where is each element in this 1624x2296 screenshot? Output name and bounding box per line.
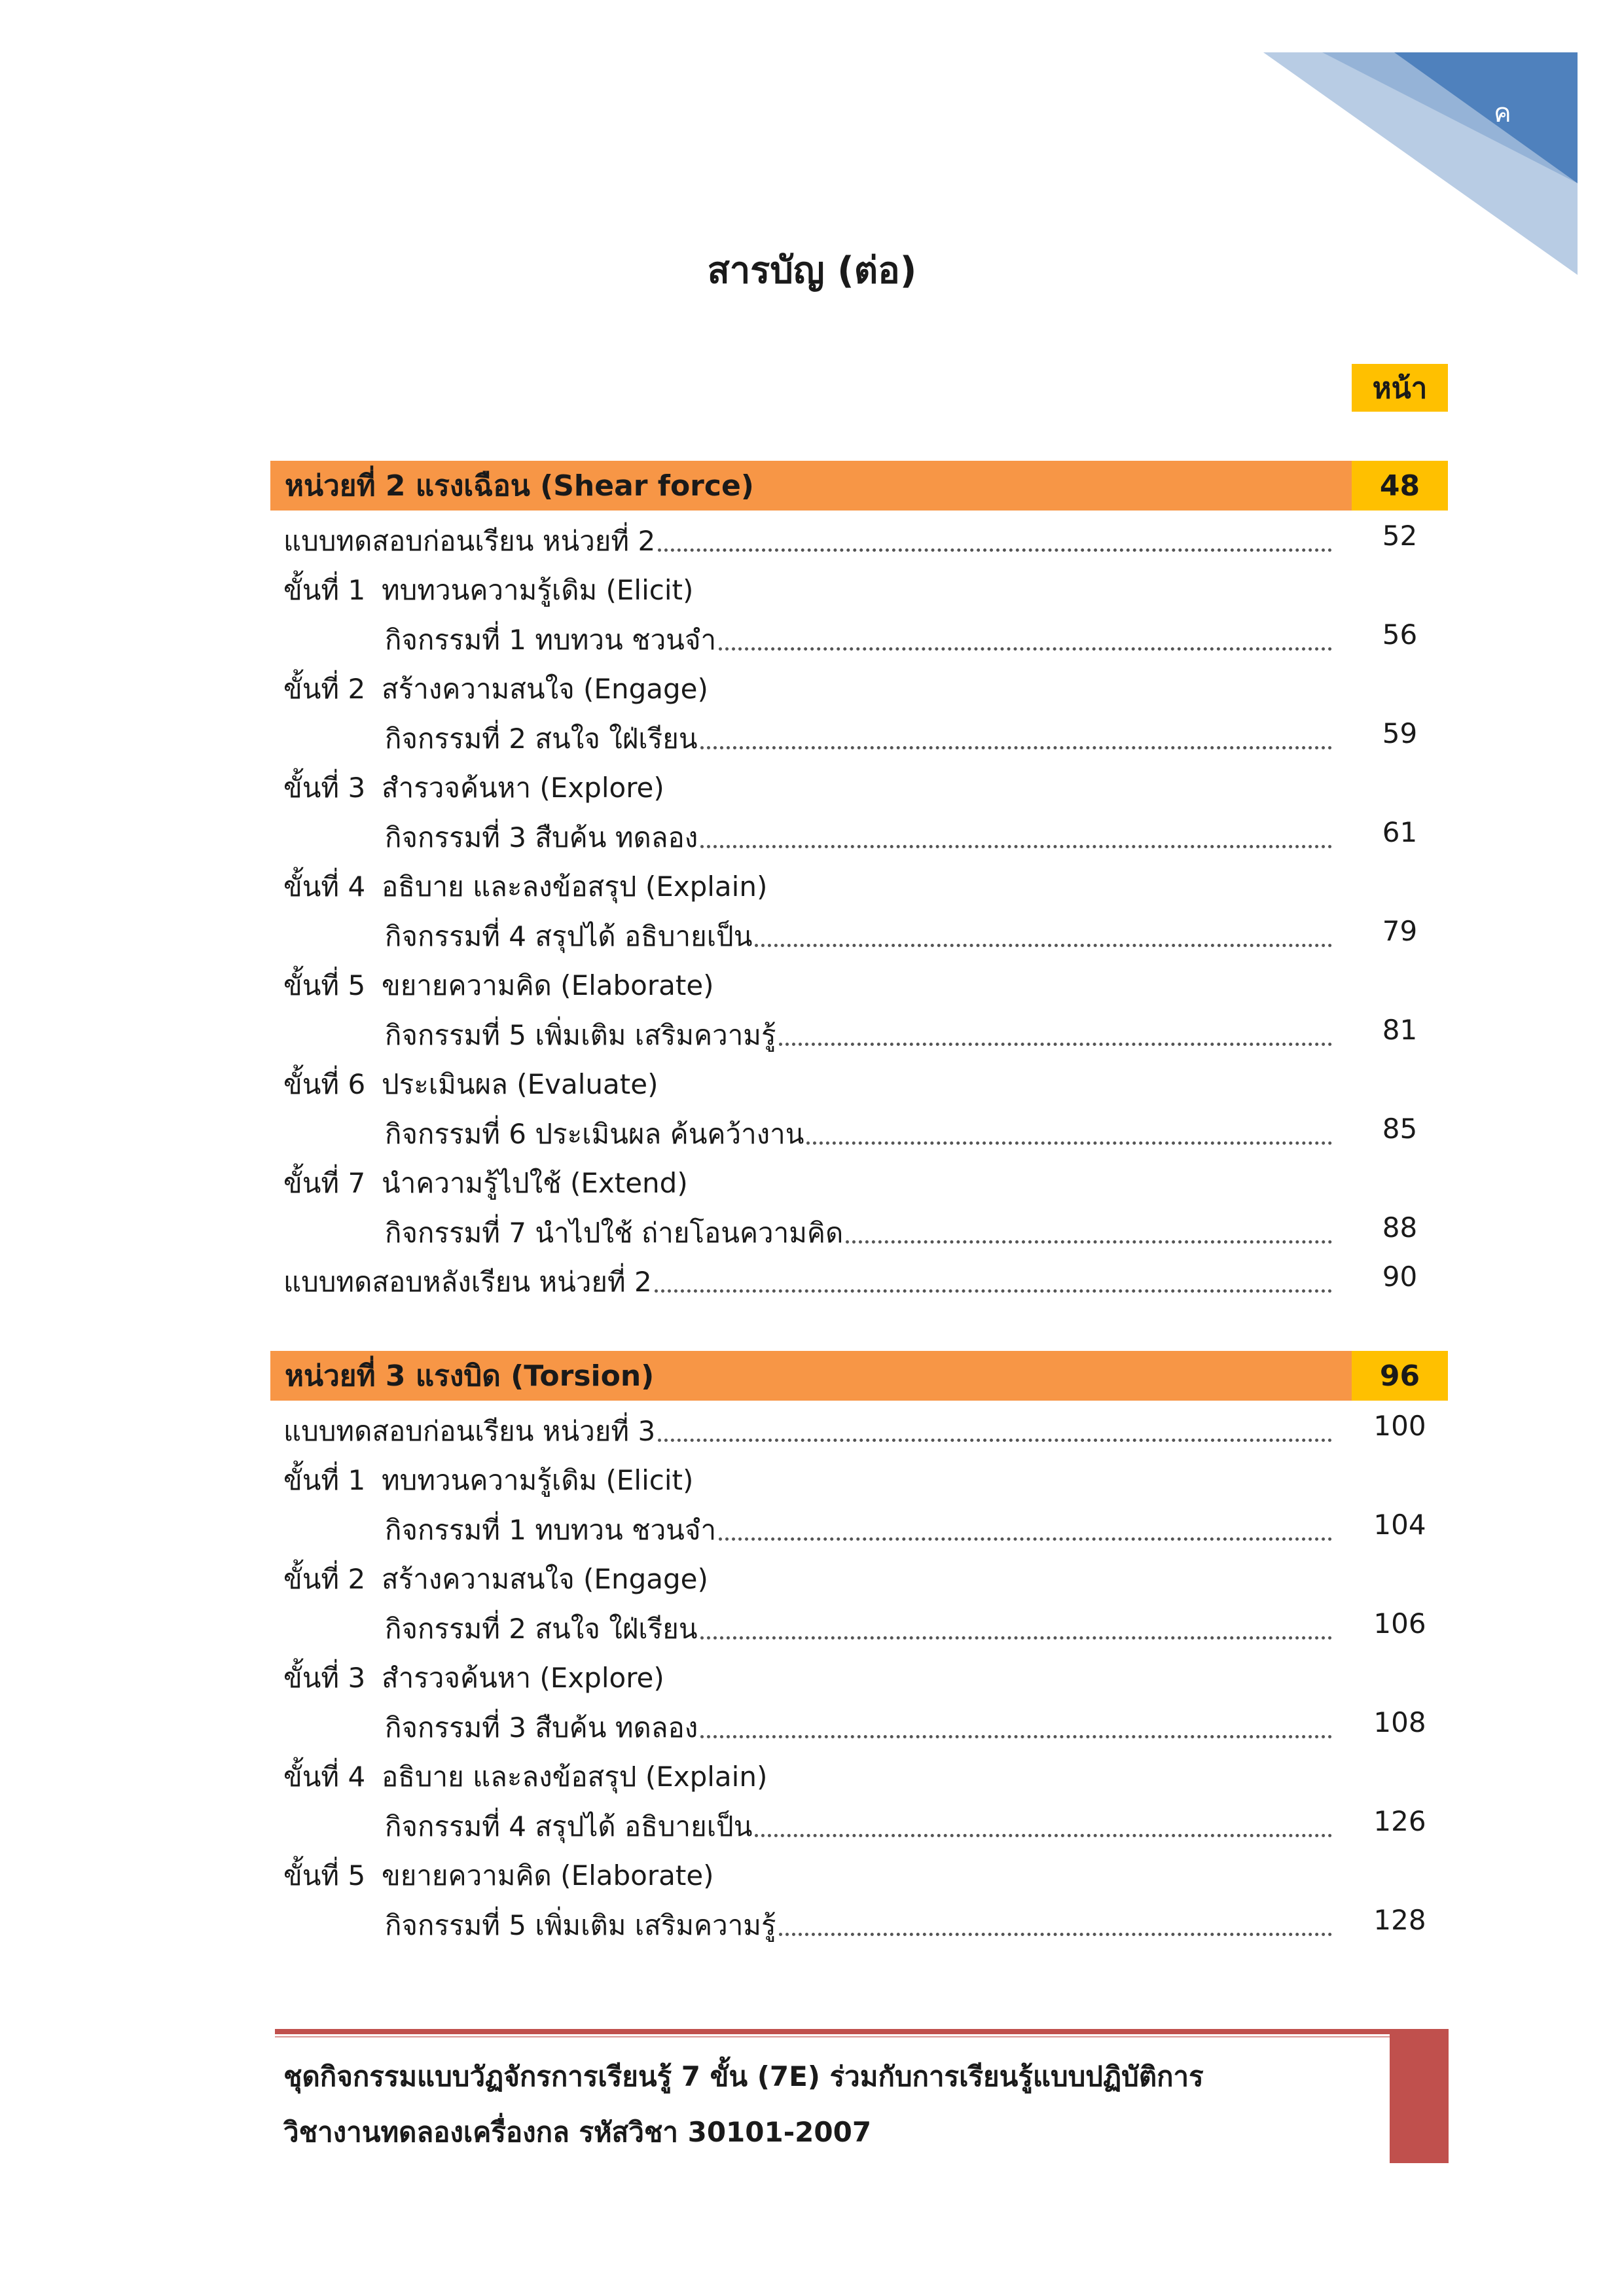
step-number: ขั้นที่ 1 bbox=[283, 574, 366, 606]
activity-entry-label: กิจกรรมที่ 3 สืบค้น ทดลอง bbox=[385, 1711, 698, 1744]
activity-entry-label: กิจกรรมที่ 2 สนใจ ใฝ่เรียน bbox=[385, 722, 698, 755]
activity-entry-page: 79 bbox=[1382, 914, 1418, 947]
activity-entry[interactable] bbox=[0, 1103, 1624, 1153]
unit-page: 96 bbox=[1352, 1351, 1448, 1401]
dot-leader bbox=[658, 1408, 1332, 1442]
step-name: ขยายความคิด (Elaborate) bbox=[382, 969, 714, 1001]
step-number: ขั้นที่ 5 bbox=[283, 1859, 366, 1892]
step-name: นำความรู้ไปใช้ (Extend) bbox=[382, 1167, 688, 1199]
step-heading bbox=[0, 1647, 1624, 1697]
step-number: ขั้นที่ 3 bbox=[283, 1662, 366, 1694]
step-name: ทบทวนความรู้เดิม (Elicit) bbox=[382, 1464, 694, 1496]
activity-entry-label: กิจกรรมที่ 7 นำไปใช้ ถ่ายโอนความคิด bbox=[385, 1216, 844, 1249]
activity-entry-label: กิจกรรมที่ 5 เพิ่มเติม เสริมความรู้ bbox=[385, 1018, 776, 1051]
step-heading bbox=[0, 1746, 1624, 1796]
step-name: อธิบาย และลงข้อสรุป (Explain) bbox=[382, 1761, 768, 1793]
dot-leader bbox=[755, 914, 1332, 947]
step-name: สร้างความสนใจ (Engage) bbox=[382, 673, 708, 705]
activity-entry-page: 104 bbox=[1373, 1508, 1426, 1541]
step-name: อธิบาย และลงข้อสรุป (Explain) bbox=[382, 870, 768, 903]
activity-entry-label: กิจกรรมที่ 2 สนใจ ใฝ่เรียน bbox=[385, 1612, 698, 1645]
step-number: ขั้นที่ 5 bbox=[283, 969, 366, 1001]
step-heading bbox=[0, 560, 1624, 609]
step-number: ขั้นที่ 7 bbox=[283, 1167, 366, 1199]
activity-entry[interactable] bbox=[0, 1499, 1624, 1549]
step-name: สำรวจค้นหา (Explore) bbox=[382, 772, 664, 804]
pretest-entry-page: 100 bbox=[1373, 1409, 1426, 1442]
pretest-entry[interactable] bbox=[0, 511, 1624, 560]
step-number: ขั้นที่ 2 bbox=[283, 673, 366, 705]
step-name: ประเมินผล (Evaluate) bbox=[382, 1068, 659, 1100]
activity-entry-label: กิจกรรมที่ 1 ทบทวน ชวนจำ bbox=[385, 623, 717, 656]
activity-entry-label: กิจกรรมที่ 1 ทบทวน ชวนจำ bbox=[385, 1513, 717, 1546]
dot-leader bbox=[700, 716, 1332, 749]
activity-entry-page: 85 bbox=[1382, 1112, 1418, 1145]
activity-entry-label: กิจกรรมที่ 6 ประเมินผล ค้นคว้างาน bbox=[385, 1117, 804, 1150]
page-letter: ค bbox=[1494, 98, 1511, 128]
footer-line-2: วิชางานทดลองเครื่องกล รหัสวิชา 30101-2007 bbox=[283, 2116, 872, 2148]
activity-entry[interactable] bbox=[0, 1697, 1624, 1747]
footer-rule-thin bbox=[275, 2036, 1447, 2037]
activity-entry[interactable] bbox=[0, 1895, 1624, 1945]
footer-accent-block bbox=[1390, 2029, 1449, 2163]
activity-entry[interactable] bbox=[0, 906, 1624, 956]
step-number: ขั้นที่ 4 bbox=[283, 1761, 366, 1793]
activity-entry[interactable] bbox=[0, 1796, 1624, 1846]
activity-entry-page: 128 bbox=[1373, 1903, 1426, 1936]
unit-title: หน่วยที่ 2 แรงเฉือน (Shear force) bbox=[285, 469, 754, 503]
step-number: ขั้นที่ 3 bbox=[283, 772, 366, 804]
step-heading bbox=[0, 1549, 1624, 1598]
step-number: ขั้นที่ 1 bbox=[283, 1464, 366, 1496]
posttest-entry-page: 90 bbox=[1382, 1261, 1418, 1293]
step-heading bbox=[0, 658, 1624, 708]
page-column-header: หน้า bbox=[1352, 364, 1448, 412]
step-heading bbox=[0, 955, 1624, 1005]
step-number: ขั้นที่ 2 bbox=[283, 1563, 366, 1595]
activity-entry[interactable] bbox=[0, 1598, 1624, 1648]
dot-leader bbox=[658, 518, 1332, 552]
dot-leader bbox=[806, 1111, 1332, 1145]
dot-leader bbox=[655, 1259, 1332, 1293]
activity-entry-page: 59 bbox=[1382, 717, 1418, 749]
dot-leader bbox=[700, 815, 1332, 848]
footer-rule bbox=[275, 2029, 1447, 2034]
step-heading bbox=[0, 1450, 1624, 1499]
pretest-entry-label: แบบทดสอบก่อนเรียน หน่วยที่ 3 bbox=[283, 1414, 656, 1447]
dot-leader bbox=[719, 1507, 1332, 1541]
dot-leader bbox=[719, 617, 1332, 651]
activity-entry-label: กิจกรรมที่ 5 เพิ่มเติม เสริมความรู้ bbox=[385, 1909, 776, 1941]
activity-entry-label: กิจกรรมที่ 4 สรุปได้ อธิบายเป็น bbox=[385, 920, 753, 952]
step-name: สำรวจค้นหา (Explore) bbox=[382, 1662, 664, 1694]
step-name: ทบทวนความรู้เดิม (Elicit) bbox=[382, 574, 694, 606]
footer-line-1: ชุดกิจกรรมแบบวัฏจักรการเรียนรู้ 7 ขั้น (7E) ร่วมกับการเรียนรู้แบบปฏิบัติการ bbox=[283, 2060, 1204, 2092]
step-heading bbox=[0, 1153, 1624, 1202]
step-number: ขั้นที่ 6 bbox=[283, 1068, 366, 1100]
activity-entry-page: 61 bbox=[1382, 816, 1418, 848]
step-name: ขยายความคิด (Elaborate) bbox=[382, 1859, 714, 1892]
step-heading bbox=[0, 1845, 1624, 1895]
activity-entry-label: กิจกรรมที่ 4 สรุปได้ อธิบายเป็น bbox=[385, 1810, 753, 1842]
posttest-entry[interactable] bbox=[0, 1251, 1624, 1301]
activity-entry-label: กิจกรรมที่ 3 สืบค้น ทดลอง bbox=[385, 821, 698, 853]
unit-heading[interactable] bbox=[270, 1351, 1448, 1401]
activity-entry[interactable] bbox=[0, 1005, 1624, 1054]
step-number: ขั้นที่ 4 bbox=[283, 870, 366, 903]
step-heading bbox=[0, 856, 1624, 906]
pretest-entry-page: 52 bbox=[1382, 519, 1418, 552]
unit-heading[interactable] bbox=[270, 461, 1448, 511]
dot-leader bbox=[700, 1606, 1332, 1640]
unit-page: 48 bbox=[1352, 461, 1448, 511]
dot-leader bbox=[755, 1804, 1332, 1837]
activity-entry[interactable] bbox=[0, 1202, 1624, 1252]
activity-entry-page: 126 bbox=[1373, 1804, 1426, 1837]
activity-entry-page: 81 bbox=[1382, 1013, 1418, 1046]
activity-entry[interactable] bbox=[0, 708, 1624, 758]
dot-leader bbox=[779, 1903, 1332, 1936]
posttest-entry-label: แบบทดสอบหลังเรียน หน่วยที่ 2 bbox=[283, 1266, 652, 1298]
step-heading bbox=[0, 757, 1624, 807]
step-name: สร้างความสนใจ (Engage) bbox=[382, 1563, 708, 1595]
activity-entry-page: 88 bbox=[1382, 1211, 1418, 1244]
activity-entry-page: 106 bbox=[1373, 1607, 1426, 1640]
activity-entry[interactable] bbox=[0, 609, 1624, 659]
unit-title: หน่วยที่ 3 แรงบิด (Torsion) bbox=[285, 1359, 655, 1393]
pretest-entry-label: แบบทดสอบก่อนเรียน หน่วยที่ 2 bbox=[283, 524, 656, 557]
dot-leader bbox=[700, 1705, 1332, 1738]
page-title: สารบัญ (ต่อ) bbox=[707, 249, 917, 292]
activity-entry-page: 108 bbox=[1373, 1706, 1426, 1738]
activity-entry[interactable] bbox=[0, 807, 1624, 857]
pretest-entry[interactable] bbox=[0, 1401, 1624, 1450]
step-heading bbox=[0, 1054, 1624, 1103]
dot-leader bbox=[846, 1210, 1332, 1244]
dot-leader bbox=[779, 1013, 1332, 1046]
activity-entry-page: 56 bbox=[1382, 618, 1418, 651]
